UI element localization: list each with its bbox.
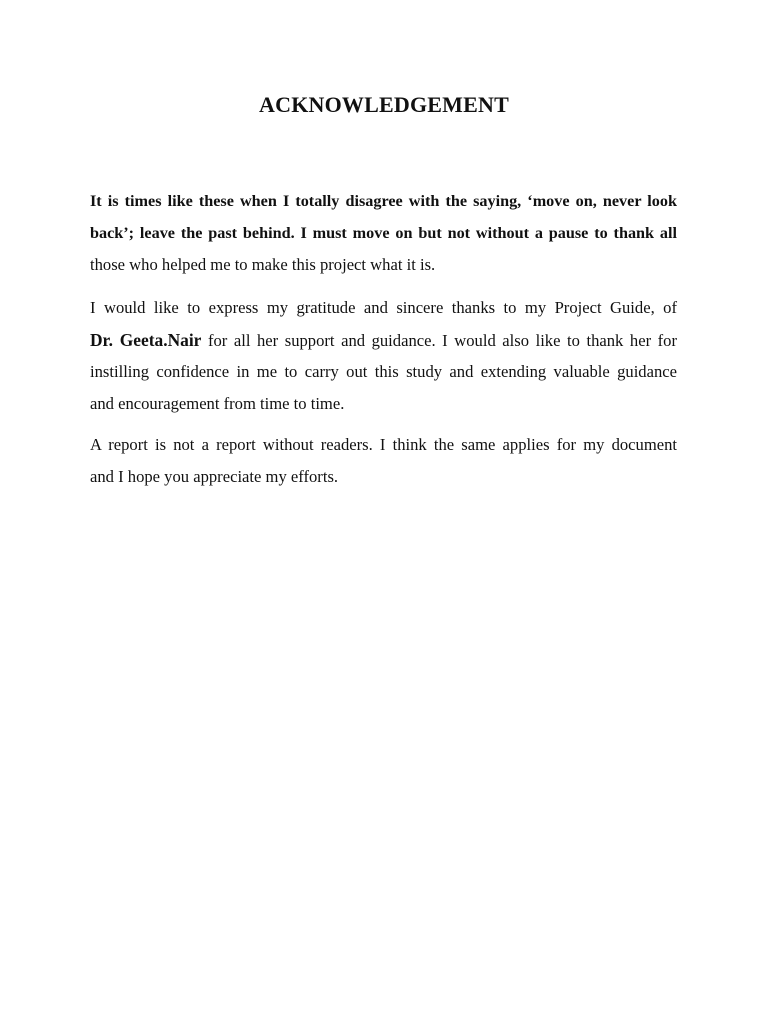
guide-name: Dr. Geeta.Nair <box>90 330 202 350</box>
paragraph-intro <box>90 185 677 281</box>
paragraph-gratitude-line-4: and encouragement from time to time. <box>90 394 345 413</box>
paragraph-gratitude-line-3: instilling confidence in me to carry out this study and extending valuable guidance <box>90 362 677 381</box>
paragraph-gratitude-line-2-rest: for all her support and guidance. I would also like to thank her for <box>207 331 677 350</box>
paragraph-gratitude <box>90 292 677 420</box>
paragraph-readers-line-1: A report is not a report without readers. I think the same applies for my document <box>90 435 677 454</box>
paragraph-intro-line-2: back’; leave the past behind. I must move on but not without a pause to thank all <box>90 224 677 242</box>
paragraph-gratitude-line-1: I would like to express my gratitude and sincere thanks to my Project Guide, of <box>90 298 677 317</box>
paragraph-intro-line-1: It is times like these when I totally disagree with the saying, ‘move on, never look <box>90 192 677 210</box>
paragraph-readers <box>90 429 677 493</box>
paragraph-gratitude-line-2 <box>90 324 677 356</box>
paragraph-intro-line-3: those who helped me to make this project what it is. <box>90 255 436 274</box>
page-title: ACKNOWLEDGEMENT <box>259 92 509 117</box>
paragraph-readers-line-2: and I hope you appreciate my efforts. <box>90 467 339 486</box>
